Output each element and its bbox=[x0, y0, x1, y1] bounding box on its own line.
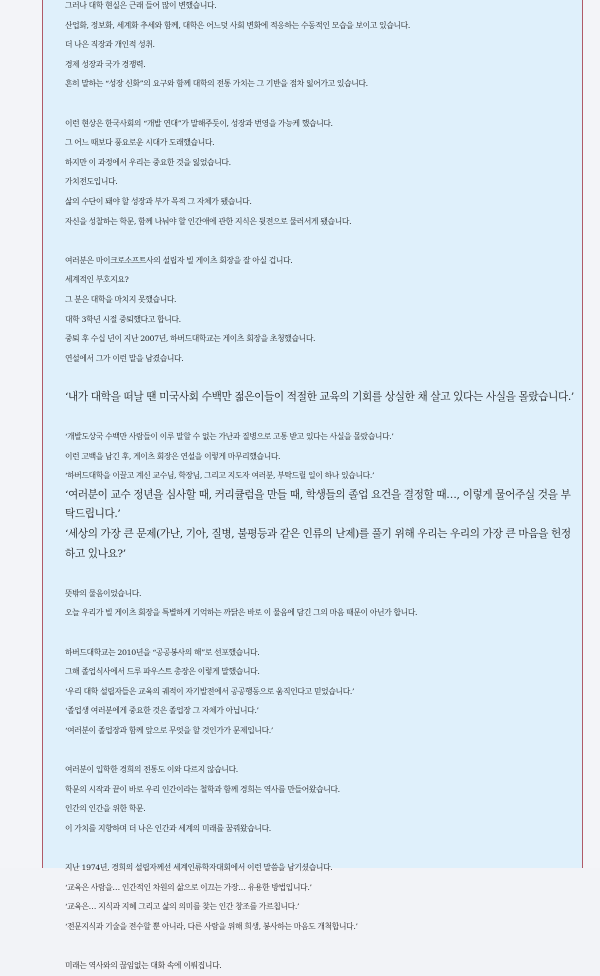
text-line: 그러나 대학 현실은 근래 들어 많이 변했습니다. bbox=[65, 1, 217, 10]
text-line: 이런 고백을 남긴 후, 게이츠 회장은 연설을 이렇게 마무리했습니다. bbox=[65, 451, 281, 461]
text-line: ‘교육은 사람을… 인간적인 차원의 삶으로 이끄는 가장… 유용한 방법입니다.’ bbox=[65, 882, 312, 892]
text-line: 산업화, 정보화, 세계화 추세와 함께, 대학은 어느덧 사회 변화에 적응하는 수동적인 모습을 보이고 있습니다. bbox=[65, 20, 410, 30]
text-line: 미래는 역사와의 끊임없는 대화 속에 이뤄집니다. bbox=[65, 961, 222, 971]
paragraph-gap bbox=[65, 231, 575, 251]
text-line: 인간의 인간을 위한 학문. bbox=[65, 804, 146, 814]
text-line: 중퇴 후 수십 년이 지난 2007년, 하버드대학교는 게이츠 회장을 초청했습니다. bbox=[65, 334, 316, 344]
text-line: 대학 3학년 시절 중퇴했다고 합니다. bbox=[65, 314, 181, 324]
text-line: ‘세상의 가장 큰 문제(가난, 기아, 질병, 불평등과 같은 인류의 난제)를 풀기 위해 우리는 우리의 가장 큰 마음을 헌정하고 있나요?’ bbox=[65, 528, 571, 560]
text-line: 삶의 수단이 돼야 할 성장과 부가 목적 그 자체가 됐습니다. bbox=[65, 196, 252, 206]
text-line: ‘개발도상국 수백만 사람들이 이루 말할 수 없는 가난과 질병으로 고통 받고 있다는 사실을 몰랐습니다.’ bbox=[65, 432, 394, 442]
text-line: 자신을 성찰하는 학문, 함께 나눠야 할 인간애에 관한 지식은 뒷전으로 물러서게 됐습니다. bbox=[65, 216, 352, 226]
paragraph-gap bbox=[65, 839, 575, 859]
text-line: 그 어느 때보다 풍요로운 시대가 도래했습니다. bbox=[65, 138, 215, 148]
text-line: ‘졸업생 여러분에게 중요한 것은 졸업장 그 자체가 아닙니다.’ bbox=[65, 706, 259, 716]
text-line: 하지만 이 과정에서 우리는 중요한 것을 잃었습니다. bbox=[65, 157, 231, 167]
paragraph-gap bbox=[65, 623, 575, 643]
text-line: ‘내가 대학을 떠날 땐 미국사회 수백만 젊은이들이 적절한 교육의 기회를 상실한 채 살고 있다는 사실을 몰랐습니다.’ bbox=[65, 390, 574, 403]
text-line: 세계적인 부호지요? bbox=[65, 275, 129, 285]
text-line: ‘여러분이 졸업장과 함께 앞으로 무엇을 할 것인가가 문제입니다.’ bbox=[65, 725, 274, 735]
text-line: 지난 1974년, 경희의 설립자께선 세계인류학자대회에서 이런 말씀을 남기셨습니다. bbox=[65, 863, 333, 873]
text-line: 이 가치를 지향하며 더 나은 인간과 세계의 미래를 꿈꿔왔습니다. bbox=[65, 823, 271, 833]
text-line: 흔히 말하는 “성장 신화”의 요구와 함께 대학의 전통 가치는 그 기반을 점차 잃어가고 있습니다. bbox=[65, 79, 368, 89]
right-border bbox=[582, 0, 583, 868]
document-body bbox=[65, 0, 575, 976]
text-line: 더 나은 직장과 개인적 성취. bbox=[65, 40, 155, 50]
text-line: 하버드대학교는 2010년을 “공공봉사의 해”로 선포했습니다. bbox=[65, 647, 260, 657]
paragraph-gap bbox=[65, 937, 575, 957]
paragraph-gap bbox=[65, 368, 575, 388]
text-line: ‘우리 대학 설립자들은 교육의 궤적이 자기발전에서 공공행동으로 움직인다고 믿었습니다.’ bbox=[65, 686, 355, 696]
text-line: 그해 졸업식사에서 드루 파우스트 총장은 이렇게 말했습니다. bbox=[65, 667, 260, 677]
text-line: 학문의 시작과 끝이 바로 우리 인간이라는 철학과 함께 경희는 역사를 만들어왔습니다. bbox=[65, 784, 340, 794]
text-line: 가치전도입니다. bbox=[65, 177, 118, 187]
text-line: 경제 성장과 국가 경쟁력. bbox=[65, 59, 146, 69]
text-line: 그 분은 대학을 마치지 못했습니다. bbox=[65, 294, 177, 304]
text-line: ‘교육은… 지식과 지혜 그리고 삶의 의미를 찾는 인간 창조를 가르칩니다.’ bbox=[65, 902, 300, 912]
text-line: 뜻밖의 물음이었습니다. bbox=[65, 588, 142, 598]
text-line: ‘전문지식과 기술을 전수할 뿐 아니라, 다른 사람을 위해 희생, 봉사하는 마음도 개척합니다.’ bbox=[65, 921, 358, 931]
paragraph-gap bbox=[65, 564, 575, 584]
text-line: 여러분이 입학한 경희의 전통도 이와 다르지 않습니다. bbox=[65, 765, 238, 775]
text-line: 연설에서 그가 이런 말을 남겼습니다. bbox=[65, 353, 184, 363]
text-line: ‘하버드대학을 이끌고 계신 교수님, 학장님, 그리고 지도자 여러분, 부탁드릴 일이 하나 있습니다.’ bbox=[65, 471, 375, 481]
text-line: 이런 현상은 한국사회의 “개발 연대”가 말해주듯이, 성장과 번영을 가능케 했습니다. bbox=[65, 118, 333, 128]
text-line: 여러분은 마이크로소프트사의 설립자 빌 게이츠 회장을 잘 아실 겁니다. bbox=[65, 255, 293, 265]
text-line: ‘여러분이 교수 정년을 심사할 때, 커리큘럼을 만들 때, 학생들의 졸업 요건을 결정할 때…, 이렇게 물어주실 것을 부탁드립니다.’ bbox=[65, 488, 571, 521]
paragraph-gap bbox=[65, 741, 575, 761]
text-line: 오늘 우리가 빌 게이츠 회장을 특별하게 기억하는 까닭은 바로 이 물음에 담긴 그의 마음 때문이 아닌가 합니다. bbox=[65, 608, 418, 618]
paragraph-gap bbox=[65, 94, 575, 114]
